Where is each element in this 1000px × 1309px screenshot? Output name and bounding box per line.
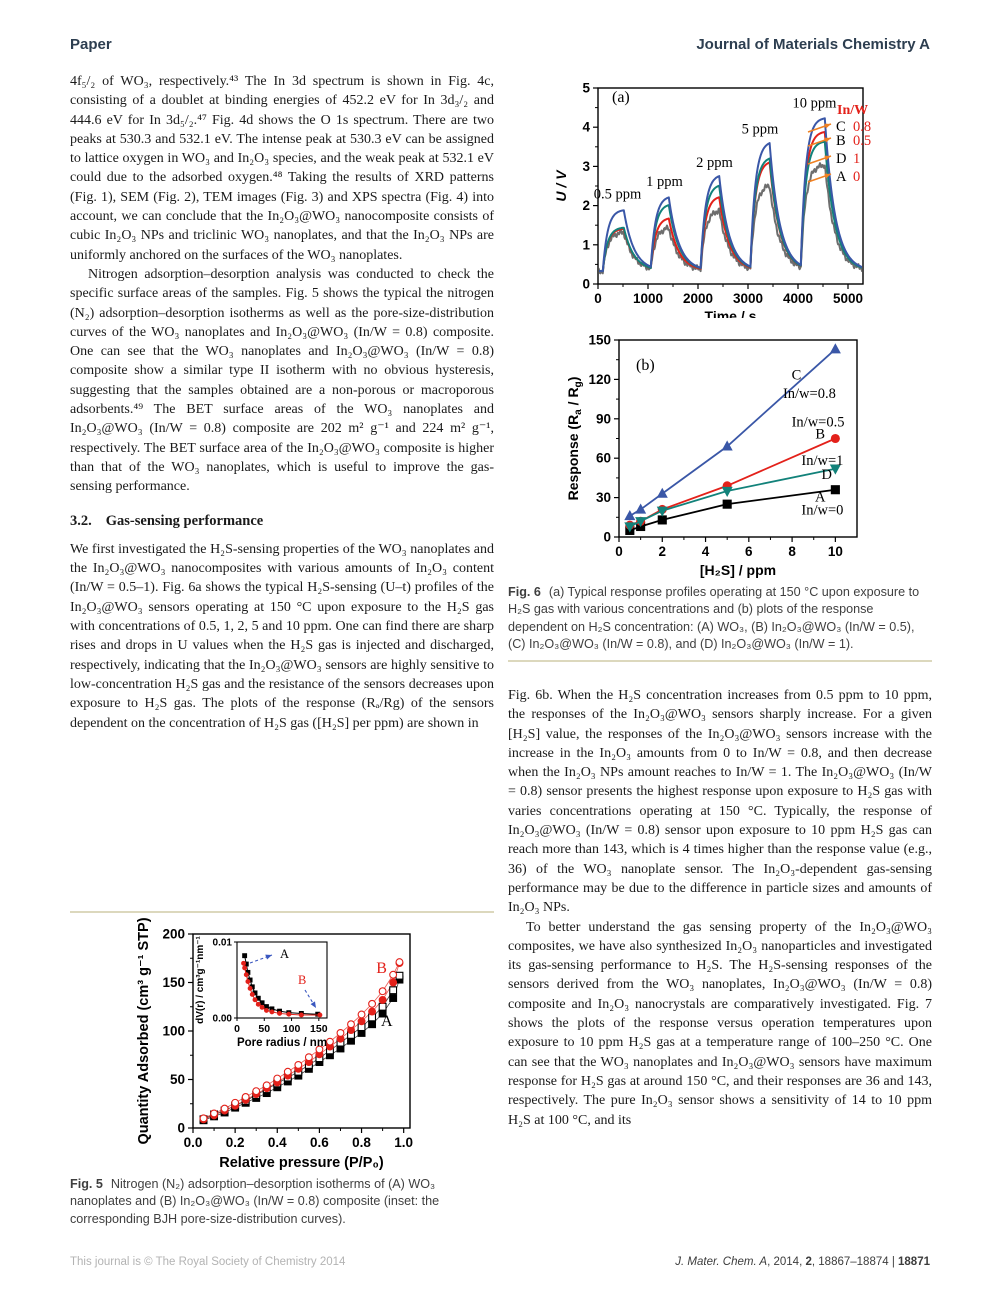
fig6-caption-text: (a) Typical response profiles operating at 150 °C upon exposure to H₂S gas with various concentrations and (b) plots of the response dependent on H₂S concentration: (A) WO₃, (B) In₂O₃@WO₃ (In/W = 0.5), (C) In₂O₃@WO₃ (In/W = 0.8), and (D) In₂O₃@WO₃ (In/W = 1). [508,585,920,652]
svg-text:5 ppm: 5 ppm [741,121,779,138]
svg-text:90: 90 [595,411,611,427]
svg-text:In/w=0: In/w=0 [801,502,844,519]
fig5-svg [70,918,494,1170]
footer-pages: , 18867–18874 | [811,1256,899,1268]
svg-text:0: 0 [615,544,623,559]
svg-text:4: 4 [701,544,710,559]
fig6b-svg [550,318,950,580]
svg-text:150: 150 [588,332,611,348]
svg-text:6: 6 [745,544,753,559]
svg-text:A: A [814,489,826,506]
svg-text:4000: 4000 [782,291,814,306]
svg-text:dV(r) / cm³g⁻¹nm⁻¹: dV(r) / cm³g⁻¹nm⁻¹ [195,936,206,1024]
fig6-caption-label: Fig. 6 [508,585,541,599]
svg-text:Quantity Adsorbed (cm³ g⁻¹ STP: Quantity Adsorbed (cm³ g⁻¹ STP) [136,918,152,1145]
svg-text:150: 150 [162,975,185,990]
svg-text:0.0: 0.0 [183,1135,203,1150]
svg-text:[H₂S] / ppm: [H₂S] / ppm [699,562,777,578]
svg-text:100: 100 [282,1023,301,1035]
svg-text:(a): (a) [612,89,630,106]
section-number: 3.2. [70,512,92,529]
svg-text:0.5: 0.5 [853,133,872,149]
svg-text:U / V: U / V [553,170,569,202]
svg-text:5000: 5000 [832,291,864,306]
svg-text:0: 0 [234,1023,240,1035]
fig5-caption-label: Fig. 5 [70,1177,103,1191]
section-title: Gas-sensing performance [105,512,264,529]
paragraph-3: We first investigated the H₂S-sensing properties of the WO₃ nanoplates and the In₂O₃@WO₃ nanocomposites with various amounts of In₂O₃ content (In/W = 0.5–1). Fig. 6a shows the typical H₂S-sensing (U–t) profiles of the In₂O₃@WO₃ sensors operating at 150 °C upon exposure to the H₂S gas with concentrations of 0.5, 1, 2, 5 and 10 ppm. One can find there are sharp rises and drops in U values when the H₂S gas is injected and discharged, respectively, indicating that the In₂O₃@WO₃ sensors are highly sensitive to low-concentration H₂S gas and the resistance of the sensors decreases upon exposure to H₂S gas. The plots of the response (Rₐ/Rg) of the sensors dependent on the concentration of H₂S gas ([H₂S] per ppm) are shown in [70,541,494,731]
section-heading [70,512,494,531]
footer-citation [675,1256,930,1268]
svg-text:In/w=0.5: In/w=0.5 [791,414,845,431]
svg-text:Time / s: Time / s [704,308,757,318]
svg-text:0: 0 [853,169,861,185]
svg-text:0.6: 0.6 [310,1135,329,1150]
svg-text:0.01: 0.01 [212,937,232,949]
svg-text:0.00: 0.00 [212,1013,232,1025]
footer-page-number: 18871 [898,1256,930,1268]
svg-text:0: 0 [594,291,602,306]
svg-text:A: A [836,169,847,185]
svg-text:2: 2 [658,544,667,559]
svg-text:Relative pressure (P/P₀): Relative pressure (P/P₀) [219,1155,384,1170]
fig6a-svg [550,74,950,318]
svg-text:200: 200 [162,926,185,942]
svg-text:C: C [791,367,802,384]
svg-text:0.2: 0.2 [225,1135,245,1150]
right-column [508,686,932,1130]
svg-text:50: 50 [258,1023,271,1035]
svg-text:30: 30 [595,490,611,506]
svg-text:D: D [836,151,847,167]
svg-text:120: 120 [588,371,611,387]
svg-text:In/W: In/W [837,103,869,118]
page-footer [70,1256,930,1268]
svg-text:2 ppm: 2 ppm [696,155,733,172]
svg-text:1000: 1000 [632,291,664,306]
svg-text:100: 100 [162,1023,185,1039]
svg-text:0.5 ppm: 0.5 ppm [593,186,642,203]
paragraph-1: 4f₅/₂ of WO₃, respectively.⁴³ The In 3d spectrum is shown in Fig. 4c, consisting of a doublet at binding energies of 452.2 eV for In 3d₃/₂ and 444.6 eV for In 3d₅/₂.⁴⁷ Fig. 4d shows the O 1s spectrum. There are two peaks at 530.3 and 532.1 eV. The intense peak at 530.3 eV can be assigned to lattice oxygen in WO₃ and In₂O₃ species, and the weak peak at 532.1 eV could due to the adsorbed oxygen.⁴⁸ Taking the results of XRD patterns (Fig. 1), SEM (Fig. 2), TEM images (Fig. 3) and XPS spectra (Fig. 4) into account, we can conclude that the In₂O₃@WO₃ nanocomposite consists of cubic In₂O₃ NPs and triclinic WO₃ nanoplates, and that the In₂O₃ NPs are uniformly anchored on the surfaces of the WO₃ nanoplates. [70,74,494,263]
svg-text:3000: 3000 [732,291,764,306]
svg-text:10 ppm: 10 ppm [792,95,837,112]
svg-text:B: B [298,973,307,987]
fig6b-chart [550,318,950,585]
svg-text:1: 1 [853,151,861,167]
fig5-caption-text: Nitrogen (N₂) adsorption–desorption isotherms of (A) WO₃ nanoplates and (B) In₂O₃@WO₃ (In/W = 0.8) composite (inset: the corresponding BJH pore-size-distribution curves). [70,1177,440,1226]
svg-text:(b): (b) [636,357,655,374]
svg-text:5: 5 [582,80,590,96]
svg-text:0.8: 0.8 [853,119,872,135]
page-header-left: Paper [70,36,112,53]
svg-text:1.0: 1.0 [394,1135,414,1150]
paragraph-4: Fig. 6b. When the H₂S concentration increases from 0.5 ppm to 10 ppm, the responses of the In₂O₃@WO₃ sensors sharply increase. For a given [H₂S] value, the responses of the In₂O₃@WO₃ sensors increase with the increase in the In₂O₃ amounts from 0 to In/W = 0.8, and then decrease when the In₂O₃ NPs amount reaches to In/W = 1. The In₂O₃@WO₃ (In/W = 0.8) sensor presents the highest response upon exposure to H₂S gas with varies concentrations operating at 150 °C. Typically, the response of In₂O₃@WO₃ (In/W = 0.8) sensor upon exposure to 10 ppm H₂S gas can reach more than 143, which is 4 times higher than the response value (e.g., 36) of the WO₃ nanoplate sensor. The In₂O₃-dependent gas-sensing performance may be due to the difference in particle sizes and amounts of In₂O₃ NPs. [508,688,932,916]
fig5-caption [70,1176,494,1228]
fig6-caption [508,584,932,654]
svg-text:1 ppm: 1 ppm [646,174,683,190]
svg-text:A: A [381,1013,393,1031]
svg-text:4: 4 [582,119,590,135]
svg-text:0: 0 [582,276,590,292]
svg-text:2: 2 [582,198,590,214]
footer-year: , 2014, [767,1256,806,1268]
svg-text:3: 3 [582,158,590,174]
svg-text:0: 0 [603,529,611,545]
svg-text:8: 8 [788,544,796,559]
footer-copyright: This journal is © The Royal Society of Chemistry 2014 [70,1256,346,1268]
paragraph-5: To better understand the gas sensing property of the In₂O₃@WO₃ composites, we have also synthesized In₂O₃ nanoparticles and investigated its gas-sensing performance to H₂S. The H₂S-sensing responses of the sensors derived from the WO₃ nanoplates, In₂O₃@WO₃ (In/W = 0.8) composite and In₂O₃ nanocrystals are comparatively investigated. Fig. 7 shows the plots of the response versus operation temperatures upon exposure to 10 ppm H₂S gas at a temperature range of 100–250 °C. One can see that the WO₃ nanoplates and In₂O₃@WO₃ sensors have maximum response for H₂S gas at around 150 °C, and their responses are 36 and 143, respectively. The pure In₂O₃ sensor shows a sensitivity of 14 to 10 ppm H₂S at 100 °C, and its [508,919,932,1128]
fig6a-chart [550,74,950,323]
svg-text:0.8: 0.8 [352,1135,371,1150]
left-column [70,72,494,733]
svg-text:Response (Ra / Rg): Response $(R_a / R_g)$ [565,376,584,501]
svg-text:2000: 2000 [682,291,714,306]
fig5-chart [70,918,494,1175]
figure6-bottom-rule [508,660,932,662]
svg-text:D: D [821,467,832,484]
svg-text:50: 50 [169,1072,185,1087]
svg-text:In/w=1: In/w=1 [801,452,844,469]
paragraph-2: Nitrogen adsorption–desorption analysis was conducted to check the specific surface areas of the samples. Fig. 5 shows the typical the nitrogen (N₂) adsorption–desorption isotherms as well as the pore-size-distribution curves of the WO₃ nanoplates and In₂O₃@WO₃ (In/W = 0.8) composite. One can see that the WO₃ nanoplates and In₂O₃@WO₃ (In/W = 0.8) composite show a similar type II isotherm with no obvious hysteresis, suggesting that the samples obtained are a non-porous or macroporous adsorbents.⁴⁹ The BET surface areas of the WO₃ nanoplates and In₂O₃@WO₃ (In/W = 0.8) composite are 202 m² g⁻¹ and 224 m² g⁻¹, respectively. The BET surface area of the In₂O₃@WO₃ composite is higher than that of the WO₃ nanoplates, which is useful to improve the gas-sensing performance. [70,266,494,495]
svg-text:C: C [836,119,846,135]
svg-text:10: 10 [827,544,843,559]
svg-text:In/w=0.8: In/w=0.8 [782,385,836,402]
svg-text:150: 150 [310,1023,328,1035]
figure5-top-rule [70,911,494,913]
footer-journal-name: J. Mater. Chem. A [675,1256,768,1268]
svg-text:B: B [836,133,846,149]
page-header-right: Journal of Materials Chemistry A [696,36,930,53]
footer-volume: 2 [805,1256,812,1268]
svg-text:60: 60 [595,450,611,466]
svg-text:A: A [280,947,290,961]
svg-text:Pore radius / nm: Pore radius / nm [236,1037,328,1049]
svg-text:0: 0 [177,1120,185,1136]
svg-text:0.4: 0.4 [267,1135,287,1150]
svg-text:B: B [376,959,387,977]
svg-text:1: 1 [582,237,590,253]
svg-text:B: B [815,426,826,443]
